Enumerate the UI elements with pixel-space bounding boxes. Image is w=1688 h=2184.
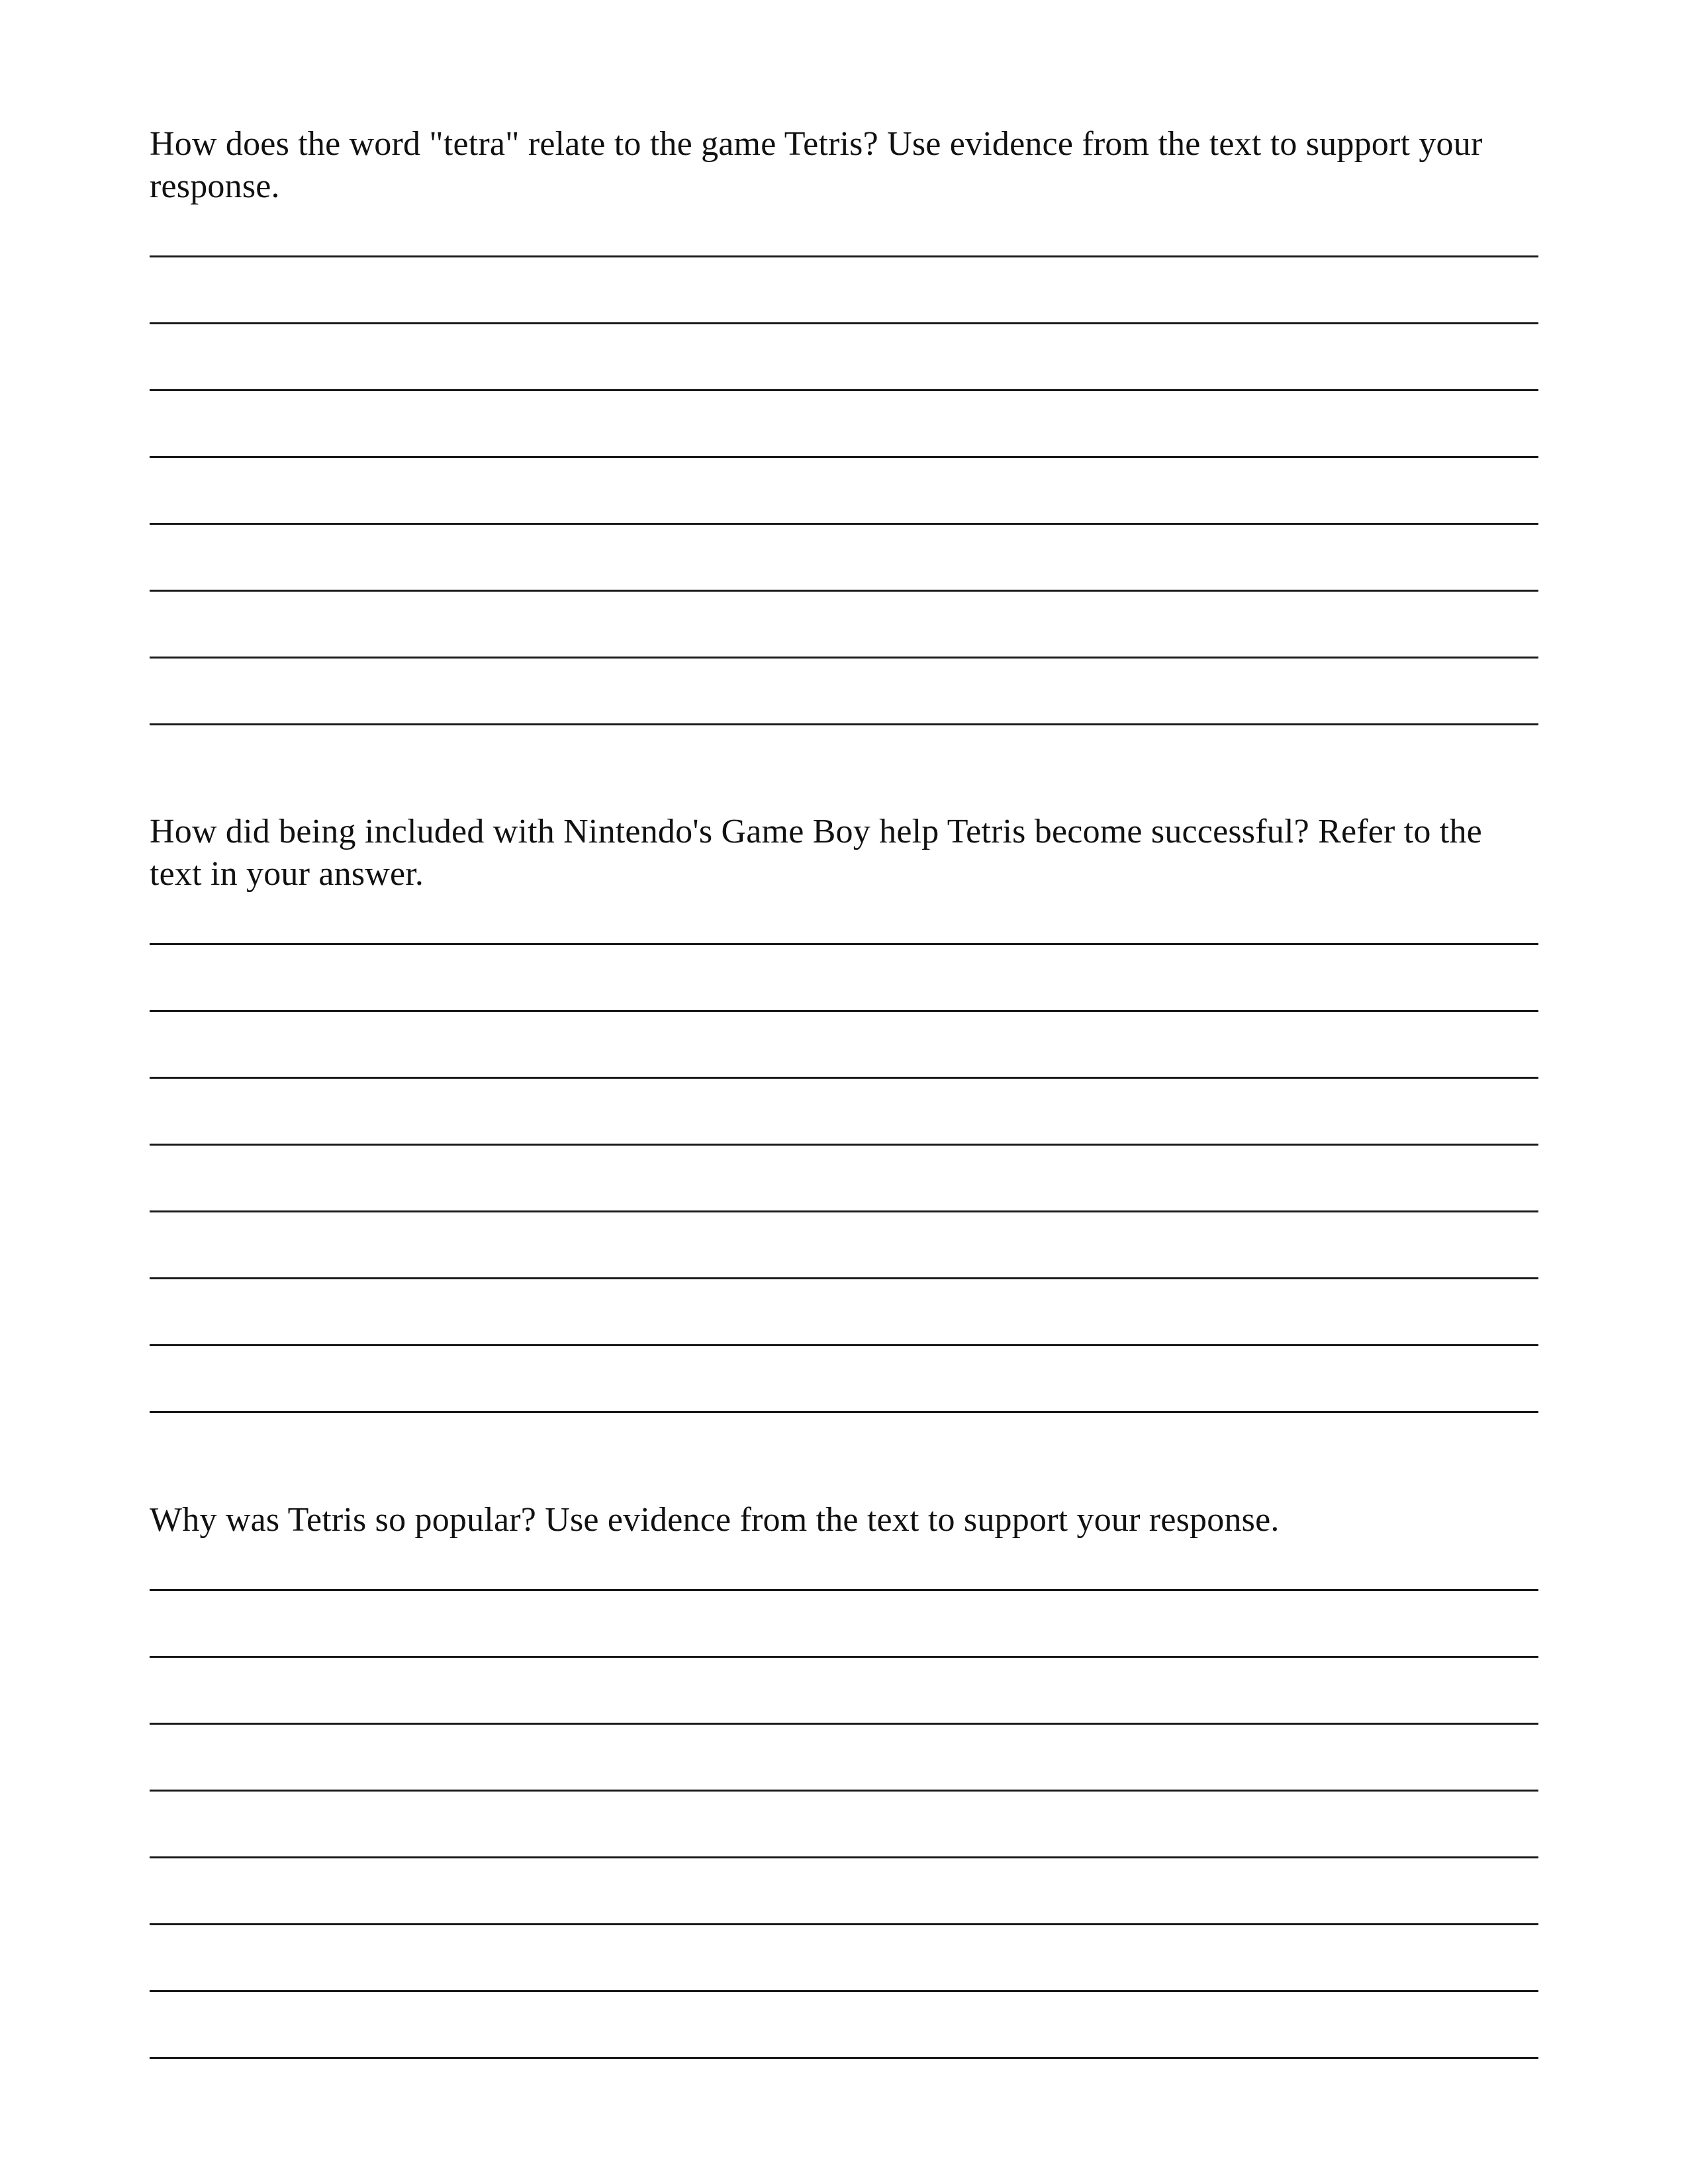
answer-line	[150, 2057, 1538, 2059]
question-prompt: How did being included with Nintendo's Game Boy help Tetris become successful? Refer to the text in your answer.	[150, 813, 1482, 893]
question-prompt: How does the word "tetra" relate to the game Tetris? Use evidence from the text to support your response.	[150, 125, 1483, 205]
answer-line	[150, 1589, 1538, 1591]
answer-line	[150, 723, 1538, 725]
answer-line	[150, 1923, 1538, 1925]
answer-line	[150, 657, 1538, 659]
answer-line	[150, 1344, 1538, 1346]
answer-line	[150, 255, 1538, 257]
answer-line	[150, 1990, 1538, 1992]
answer-line	[150, 1144, 1538, 1146]
question-block-1	[150, 123, 1538, 208]
answer-line	[150, 1411, 1538, 1413]
question-block-2	[150, 811, 1538, 895]
answer-line	[150, 1210, 1538, 1212]
answer-line	[150, 1277, 1538, 1279]
answer-line	[150, 322, 1538, 324]
answer-line	[150, 1723, 1538, 1725]
question-prompt: Why was Tetris so popular? Use evidence from the text to support your response.	[150, 1501, 1280, 1539]
answer-line	[150, 1077, 1538, 1079]
answer-line	[150, 456, 1538, 458]
answer-line	[150, 943, 1538, 945]
answer-line	[150, 590, 1538, 592]
answer-line	[150, 523, 1538, 525]
answer-line	[150, 1856, 1538, 1858]
answer-line	[150, 1656, 1538, 1658]
question-block-3	[150, 1499, 1538, 1541]
answer-line	[150, 1010, 1538, 1012]
answer-line	[150, 1790, 1538, 1792]
answer-line	[150, 389, 1538, 391]
